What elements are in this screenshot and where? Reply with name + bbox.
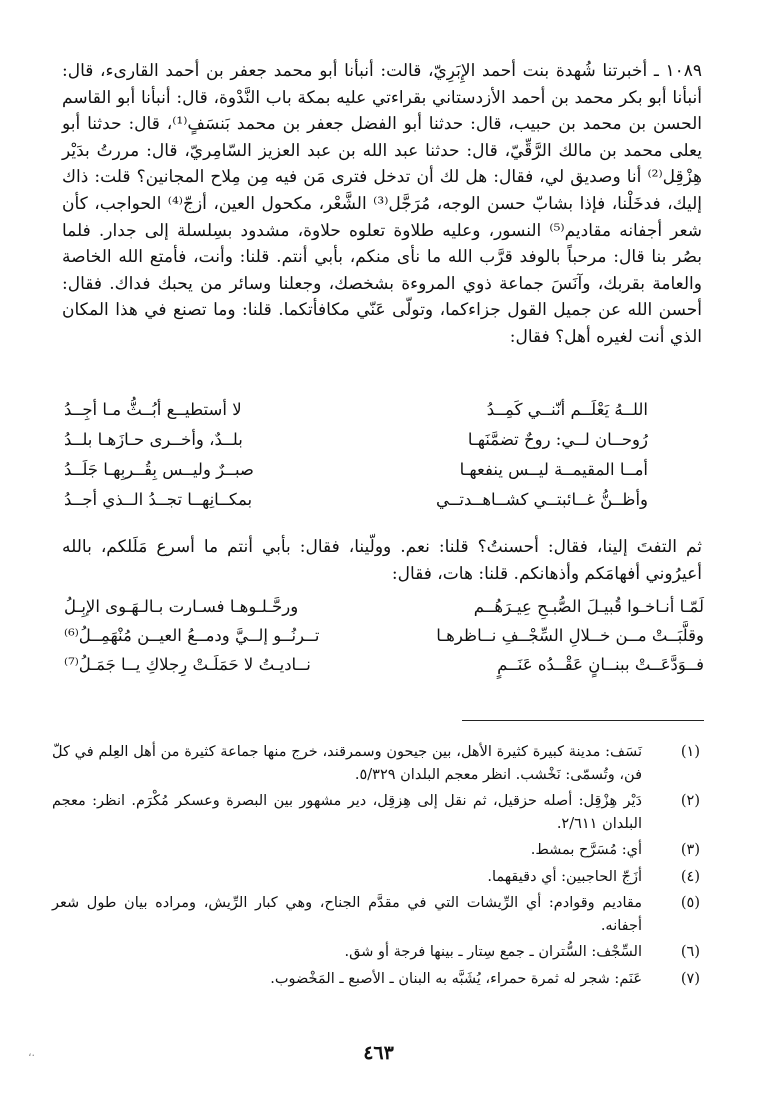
footnote-separator [462,720,704,721]
verse-second-hemistich: بلــدٌ، وأخــرى حـازَهـا بلــدُ [64,430,243,449]
footnote-number: (٧) [680,970,700,987]
verse-line [58,485,706,515]
footnote-number: (٥) [680,895,700,911]
verse-first-hemistich: لَمّـا أنـاخـوا قُبيـلَ الصُّبـحِ عِيـرَهُــم [473,597,704,616]
footnote-item [52,741,704,786]
footnote-number: (٤) [680,868,700,885]
verse-second-hemistich: ورحَّـلـوهـا فسـارت بـالـهَـوى الإبِـلُ [64,597,299,616]
footnote-text: أزَجّ الحاجبين: أي دقيقهما. [487,868,642,885]
verse-first-hemistich: فــوَدَّعَــتْ ببنــانٍ عَقْــدُه عَنَــمٍ [497,655,704,674]
verse-line [58,592,706,621]
margin-mark: ،. [28,1046,36,1059]
verse-first-hemistich: وقلَّبَــتْ مــن خــلالِ السِّجْــفِ نــاظرهـا [436,626,704,645]
verse-second-hemistich: نــاديـتُ لا حَمَلَـتْ رِجلاكِ يــا جَمَـلُ⁽⁷⁾ [64,655,311,674]
verse-second-hemistich: بمكــانِهــا تجــدُ الــذي أجــدُ [64,490,253,509]
footnote-text: نَسَف: مدينة كبيرة كثيرة الأهل، بين جيحون وسمرقند، خرج منها جماعة كثيرة من أهل العِلم في كلّ فن، وتُسمّى: نَخْشب. انظر معجم البلدان ٥/٣٢٩. [52,744,642,783]
continuation-text-block [62,534,702,587]
footnote-item [52,866,704,889]
page-number: ٤٦٣ [363,1042,394,1064]
main-text-block [62,58,702,351]
narration-paragraph: ثم التفتَ إلينا، فقال: أحسنتُ؟ قلنا: نعم. وولّينا، فقال: بأبي أنتم ما أسرع مَلَلكم، بالله أعيرُوني أفهامَكم وأذهانكم. قلنا: هات، فقال: [62,537,702,584]
footnotes [52,741,704,994]
poem-block-1 [58,395,706,515]
footnote-text: أي: مُسَرَّح بمشط. [530,842,642,858]
footnote-number: (٦) [680,944,700,960]
poem-block-2 [58,592,706,679]
footnote-text: السِّجْف: السُّتران ـ جمع سِتار ـ بينها فرجة أو شق. [344,944,642,960]
footnote-number: (٢) [680,793,700,809]
verse-line [58,425,706,455]
verse-line [58,395,706,425]
verse-line [58,650,706,679]
verse-line [58,455,706,485]
footnote-text: مقاديم وقوادم: أي الرِّيشات التي في مقدَّم الجناح، وهي كبار الرِّيش، ومراده بيان طول شعر أجفانه. [52,895,642,934]
footnote-item [52,839,704,862]
footnote-item [52,892,704,937]
footnote-number: (١) [680,744,700,760]
verse-first-hemistich: وأظــنُّ غــائبتــي كشــاهــدتــي [435,490,648,509]
verse-first-hemistich: رُوحــان لــي: روحٌ تضمَّنَهـا [467,430,648,449]
verse-second-hemistich: تــرنُــو إلــيَّ ودمــعُ العيــن مُنْهَمِــلُ⁽⁶⁾ [64,626,320,645]
footnote-item [52,941,704,964]
verse-line [58,621,706,650]
verse-first-hemistich: أمــا المقيمــة ليــس ينفعهـا [459,460,648,479]
verse-second-hemistich: صبــرٌ وليــس بِقُــربِهـا جَلَــدُ [64,460,254,479]
footnote-text: دَيْر هِزْقِل: أصله حزقيل، ثم نقل إلى هِزقِل، دير مشهور بين البصرة وعسكر مُكْرَم. انظر: معجم البلدان ٢/٦١١. [52,793,642,832]
footnote-text: عَنَم: شجر له ثمرة حمراء، يُشَبَّه به البنان ـ الأصبع ـ المَخْضوب. [270,970,642,987]
verse-first-hemistich: اللــهُ يَعْلَــم أنّنــي كَمِــدُ [486,400,648,419]
footnote-item [52,968,704,991]
narration-paragraph: ١٠٨٩ ـ أخبرتنا شُهدة بنت أحمد الإِبَرِيّ، قالت: أنبأنا أبو محمد جعفر بن أحمد القارىء، قال: أنبأنا أبو بكر محمد بن أحمد الأزدستاني بقراءتي عليه بمكة باب النَّدْوة، قال: أنبأنا أبو القاسم الحسن بن محمد بن حبيب، قال: حدثنا أبو الفضل جعفر بن محمد بَنسَفٍ⁽¹⁾، قال: حدثنا أبو يعلى محمد بن مالك الرَّقِّيّ، قال: حدثنا عبد الله بن عبد العزيز السّامِريّ، قال: مررتُ بدَيْر هِزْقِل⁽²⁾ أنا وصديق لي، فقال: هل لك أن تدخل فترى مَن فيه مِن مِلاح المجانين؟ قلت: ذاك إليك، فدخَلْنا، فإذا بشابّ حسن الوجه، مُرَجَّل⁽³⁾ الشَّعْر، مكحول العين، أزجّ⁽⁴⁾ الحواجب، كأن شعر أجفانه مقاديم⁽⁵⁾ النسور، وعليه طلاوة تعلوه حلاوة، مشدود بسِلسلة إلى جدار. فلما بصُر بنا قال: مرحباً بالوفد قرَّب الله ما نأى منكم، بأبي أنتم. قلنا: وأنت، فأمتع الله الخاصة والعامة بقربك، وآنَسَ جماعة ذوي المروءة بشخصك، وجعلنا وسائر من يحبك فداك. فقال: أحسن الله عن جميل القول جزاءكما، وتولّى عَنّي مكافأتكما. قلنا: وما تصنع في هذا المكان الذي أنت لغيره أهل؟ فقال: [62,61,703,347]
footnote-number: (٣) [680,842,700,858]
verse-second-hemistich: لا أستطيــع أبُــثُّ مـا أجِــدُ [64,400,242,419]
footnote-item [52,790,704,835]
